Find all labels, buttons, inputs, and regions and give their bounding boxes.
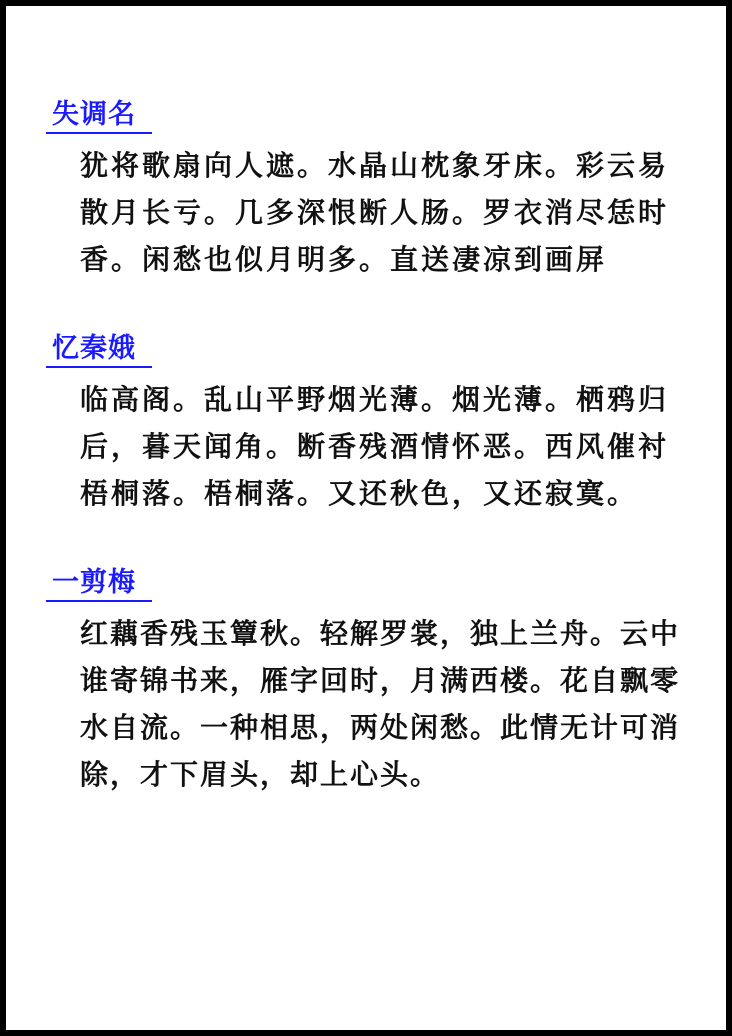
- poem-body-shi-diao-ming: 犹将歌扇向人遮。水晶山枕象牙床。彩云易散月长亏。几多深恨断人肠。罗衣消尽恁时香。闲愁也似月明多。直送凄凉到画屏: [80, 149, 670, 276]
- poem-body-yi-qin-e: 临高阁。乱山平野烟光薄。烟光薄。栖鸦归后，暮天闻角。断香残酒情怀恶。西风催衬梧桐落。梧桐落。又还秋色，又还寂寞。: [80, 383, 670, 510]
- poem-title-yi-jian-mei: 一剪梅: [46, 566, 152, 602]
- poem-body-yi-jian-mei: 红藕香残玉簟秋。轻解罗裳，独上兰舟。云中谁寄锦书来，雁字回时，月满西楼。花自飘零水自流。一种相思，两处闲愁。此情无计可消除，才下眉头，却上心头。: [80, 617, 681, 791]
- document-page: [6, 6, 726, 1030]
- poem-title-shi-diao-ming: 失调名: [46, 98, 152, 134]
- poem-title-yi-qin-e: 忆秦娥: [46, 332, 152, 368]
